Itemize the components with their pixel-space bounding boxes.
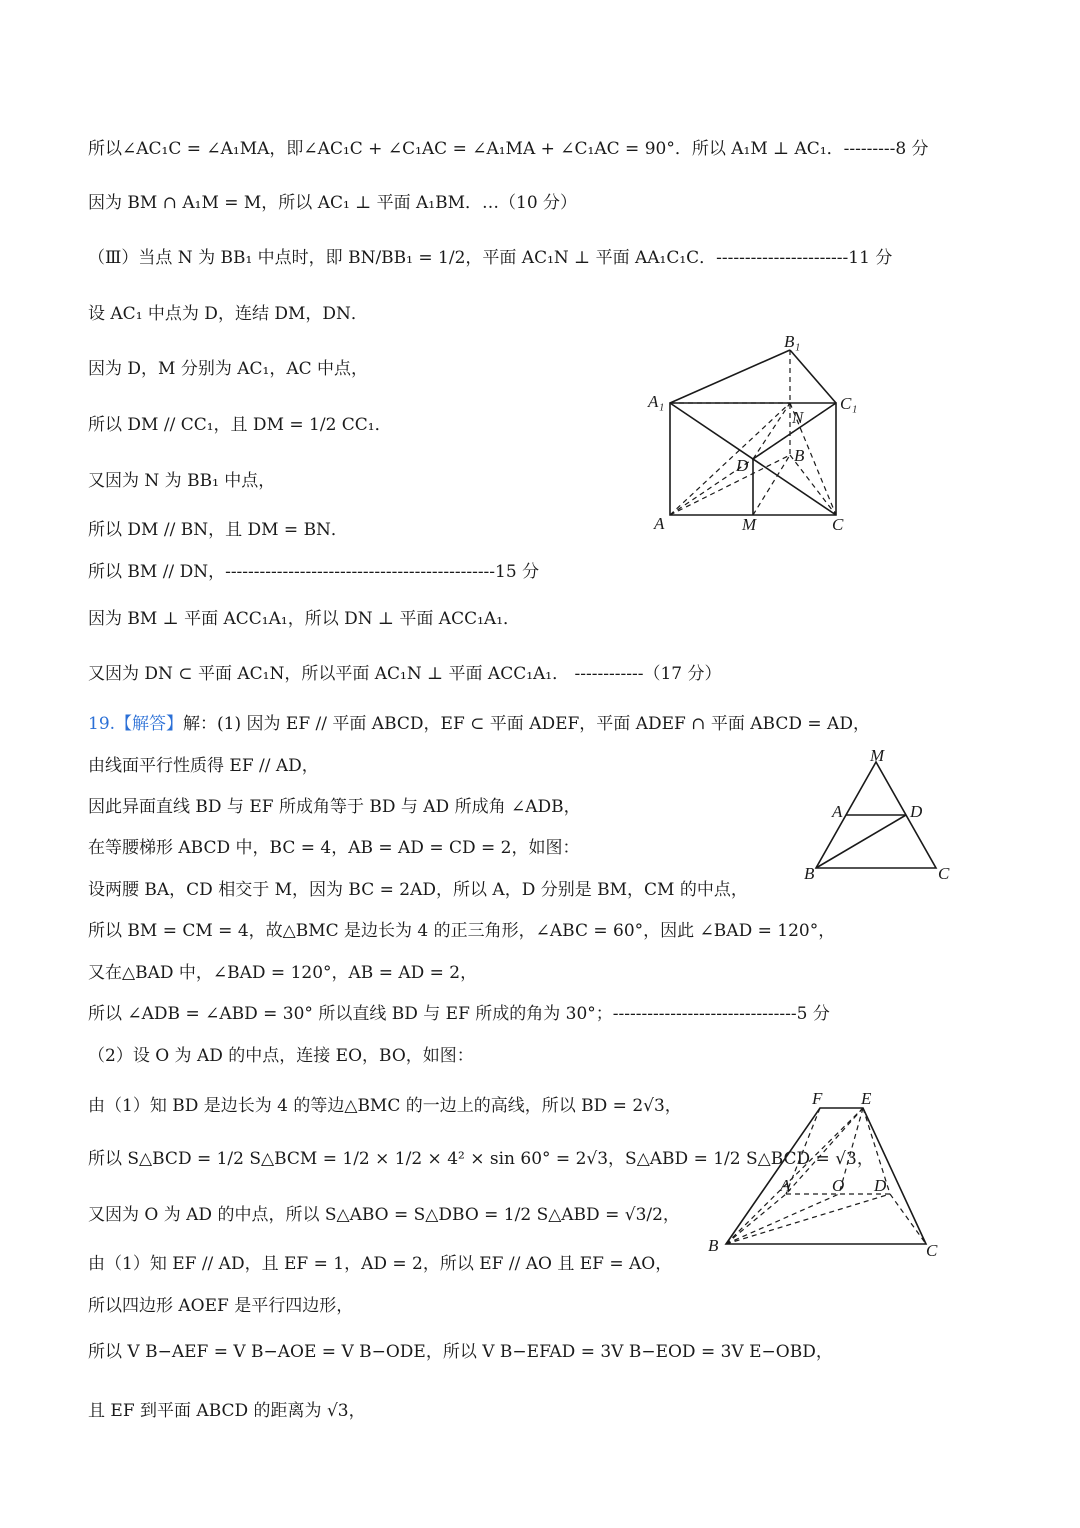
solid-label-E: E [861, 1089, 872, 1108]
text-line: 由（1）知 EF // AD，且 EF = 1，AD = 2，所以 EF // AO 且 EF = AO， [88, 1254, 673, 1274]
prism-label-B: B [794, 446, 805, 465]
text-line: 又因为 O 为 AD 的中点，所以 S△ABO = S△DBO = 1/2 S△ABD = √3/2， [88, 1205, 680, 1225]
solid-hidden-edge [786, 1108, 863, 1194]
prism-edge [790, 350, 836, 403]
text-line: 因为 D，M 分别为 AC₁，AC 中点， [88, 359, 369, 379]
prism-label-B1: B₁ [784, 332, 801, 351]
prism-hidden-edge [753, 455, 790, 515]
text-line: 所以四边形 AOEF 是平行四边形， [88, 1296, 354, 1316]
text-line: 设 AC₁ 中点为 D，连结 DM，DN． [88, 304, 368, 324]
prism-label-M: M [742, 515, 757, 534]
triangle-label-A: A [832, 802, 843, 821]
prism-hidden-edge [670, 455, 790, 515]
solid-hidden-edge [726, 1194, 890, 1244]
text-line: 又因为 N 为 BB₁ 中点， [88, 471, 276, 491]
text-line: 因为 BM ∩ A₁M = M，所以 AC₁ ⊥ 平面 A₁BM．…（10 分） [88, 193, 578, 213]
answer-label: 19.【解答】 [88, 714, 184, 734]
solid-label-A: A [780, 1176, 791, 1195]
text-line: 所以∠AC₁C = ∠A₁MA，即∠AC₁C + ∠C₁AC = ∠A₁MA + ∠C₁AC = 90°．所以 A₁M ⊥ AC₁．---------8 分 [88, 139, 929, 159]
text-line: 因为 BM ⊥ 平面 ACC₁A₁，所以 DN ⊥ 平面 ACC₁A₁． [88, 609, 521, 629]
trapezoid-diagonal [816, 815, 906, 868]
prism-edge [670, 350, 790, 403]
text-line: 设两腰 BA，CD 相交于 M，因为 BC = 2AD，所以 A，D 分别是 BM，CM 的中点， [88, 880, 748, 900]
text-line: 所以 V B−AEF = V B−AOE = V B−ODE，所以 V B−EFAD = 3V B−EOD = 3V E−OBD， [88, 1342, 833, 1362]
text-line: 且 EF 到平面 ABCD 的距离为 √3， [88, 1401, 366, 1421]
triangle-label-M: M [870, 748, 885, 765]
text-line: 所以 DM // BN，且 DM = BN． [88, 520, 348, 540]
text-line [88, 713, 870, 735]
text-line: （Ⅲ）当点 N 为 BB₁ 中点时，即 BN/BB₁ = 1/2，平面 AC₁N ⊥ 平面 AA₁C₁C．-----------------------11 分 [88, 248, 893, 268]
triangle-label-C: C [938, 864, 950, 883]
prism-label-A1: A₁ [648, 392, 665, 411]
solid-label-F: F [812, 1089, 823, 1108]
text-line: 因此异面直线 BD 与 EF 所成角等于 BD 与 AD 所成角 ∠ADB， [88, 797, 581, 817]
text-line: 又因为 DN ⊂ 平面 AC₁N，所以平面 AC₁N ⊥ 平面 ACC₁A₁． ------------（17 分） [88, 664, 722, 684]
text-line: 所以 BM = CM = 4，故△BMC 是边长为 4 的正三角形，∠ABC = 60°，因此 ∠BAD = 120°， [88, 921, 836, 941]
triangle-figure [800, 748, 960, 884]
text-line: 所以 BM // DN，-----------------------------------------------15 分 [88, 562, 540, 582]
text-line: 所以 ∠ADB = ∠ABD = 30° 所以直线 BD 与 EF 所成的角为 30°；--------------------------------5 分 [88, 1004, 830, 1024]
prism-hidden-edge [753, 403, 790, 459]
solid-label-O: O [832, 1176, 845, 1195]
prism-figure [640, 325, 870, 540]
solid-outline [726, 1108, 926, 1244]
text-line: 所以 S△BCD = 1/2 S△BCM = 1/2 × 1/2 × 4² × sin 60° = 2√3，S△ABD = 1/2 S△BCD = √3， [88, 1149, 874, 1169]
solid-label-C: C [926, 1241, 938, 1260]
prism-label-D: D [736, 456, 749, 475]
text-line: 又在△BAD 中，∠BAD = 120°，AB = AD = 2， [88, 963, 478, 983]
solid-figure [700, 1088, 950, 1263]
text-line: （2）设 O 为 AD 的中点，连接 EO，BO，如图： [88, 1046, 474, 1066]
text-line: 由线面平行性质得 EF // AD， [88, 756, 319, 776]
answer-text: 解：(1) 因为 EF // 平面 ABCD，EF ⊂ 平面 ADEF，平面 ADEF ∩ 平面 ABCD = AD， [183, 714, 870, 734]
solid-label-D: D [874, 1176, 887, 1195]
triangle-label-B: B [804, 864, 815, 883]
text-line: 所以 DM // CC₁，且 DM = 1/2 CC₁． [88, 415, 392, 435]
text-line: 在等腰梯形 ABCD 中，BC = 4，AB = AD = CD = 2，如图： [88, 838, 580, 858]
text-line: 由（1）知 BD 是边长为 4 的等边△BMC 的一边上的高线，所以 BD = 2√3， [88, 1096, 682, 1116]
prism-hidden-edge [670, 403, 790, 515]
prism-label-A: A [654, 514, 665, 533]
solid-hidden-edge [890, 1194, 926, 1244]
prism-label-C: C [832, 515, 844, 534]
triangle-label-D: D [910, 802, 923, 821]
solid-label-B: B [708, 1236, 719, 1255]
prism-label-N: N [792, 408, 804, 427]
prism-label-C1: C₁ [840, 394, 858, 413]
